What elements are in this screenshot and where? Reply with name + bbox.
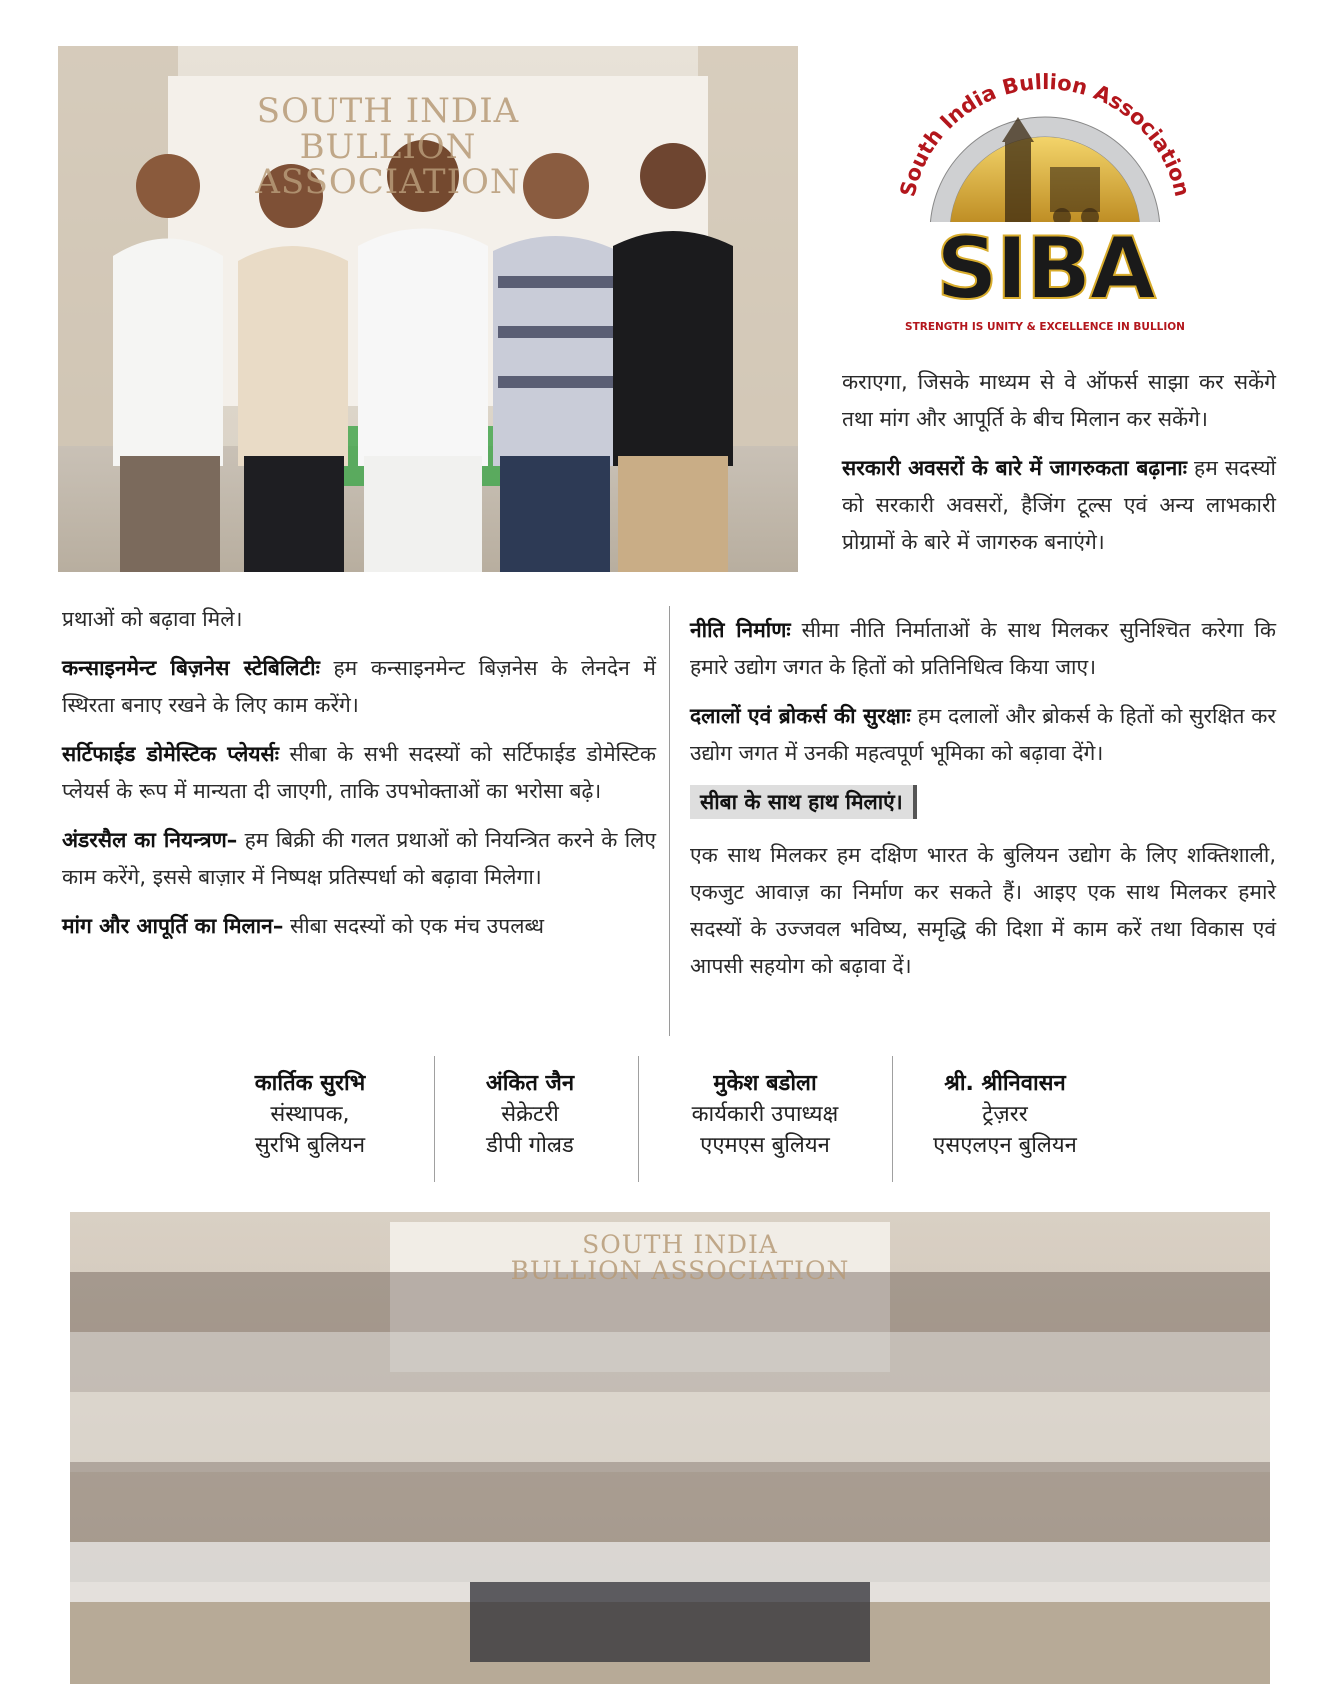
person-name: कार्तिक सुरभि (254, 1071, 366, 1096)
logo-tagline: STRENGTH IS UNITY & EXCELLENCE IN BULLION (905, 321, 1185, 333)
person-credit (900, 1068, 1110, 1161)
paragraph-heading: कन्साइनमेन्ट बिज़नेस स्टेबिलिटीः (62, 656, 320, 680)
paragraph (62, 736, 656, 810)
banner-line-1: SOUTH INDIA (582, 1230, 778, 1259)
top-photo-banner (178, 91, 598, 203)
person-name: श्री. श्रीनिवासन (944, 1071, 1066, 1096)
paragraph-body: सीबा के सभी सदस्यों को सर्टिफाईड डोमेस्टिक प्लेयर्स के रूप में मान्यता दी जाएगी, ताकि उपभोक्ताओं का भरोसा बढ़े। (62, 742, 656, 803)
person-name: अंकित जैन (485, 1071, 575, 1096)
paragraph-body: हम कन्साइनमेन्ट बिज़नेस के लेनदेन में स्थिरता बनाए रखने के लिए काम करेंगे। (62, 656, 656, 717)
people-credits (210, 1068, 1130, 1178)
paragraph (690, 784, 1276, 821)
paragraph-body: हम दलालों और ब्रोकर्स के हितों को सुरक्षित कर उद्योग जगत में उनकी महत्वपूर्ण भूमिका को बढ़ावा देंगे। (690, 704, 1276, 765)
banner-line-2: BULLION ASSOCIATION (510, 1256, 850, 1286)
siba-logo (890, 72, 1200, 352)
logo-arc-text: South India Bullion Association (895, 72, 1195, 199)
person-role: सेक्रेटरी (501, 1102, 559, 1127)
paragraph: कराएगा, जिसके माध्यम से वे ऑफर्स साझा कर सकेंगे तथा मांग और आपूर्ति के बीच मिलान कर सकेंगे। (842, 370, 1276, 431)
banner-line-1: SOUTH INDIA (256, 91, 520, 131)
paragraph-body: हम सदस्यों को सरकारी अवसरों, हैजिंग टूल्स एवं अन्य लाभकारी प्रोग्रामों के बारे में जागरुक बनाएंगे। (842, 456, 1276, 554)
paragraph (690, 612, 1276, 686)
person-company: डीपी गोल्रड (486, 1133, 574, 1158)
paragraph-heading: सरकारी अवसरों के बारे में जागरुकता बढ़ानाः (842, 456, 1187, 480)
paragraph-body: सीबा सदस्यों को एक मंच उपलब्ध (283, 914, 544, 938)
person-credit (210, 1068, 410, 1161)
paragraph-heading: सर्टिफाईड डोमेस्टिक प्लेयर्सः (62, 742, 279, 766)
person-name: मुकेश बडोला (713, 1071, 817, 1096)
column-divider (669, 606, 670, 1036)
person-role: ट्रेज़रर (982, 1102, 1028, 1127)
paragraph (62, 908, 656, 945)
right-column (690, 612, 1276, 997)
logo-wordmark: SIBA (935, 219, 1155, 319)
paragraph (62, 650, 656, 724)
top-photo (58, 46, 798, 572)
left-column (62, 601, 656, 957)
paragraph-heading: अंडरसैल का नियन्त्रण– (62, 828, 238, 852)
paragraph (842, 450, 1276, 561)
right-top-text (842, 364, 1276, 573)
paragraph-heading: मांग और आपूर्ति का मिलान– (62, 914, 284, 938)
person-role: कार्यकारी उपाध्यक्ष (691, 1102, 839, 1127)
paragraph-body: सीमा नीति निर्माताओं के साथ मिलकर सुनिश्चित करेगा कि हमारे उद्योग जगत के हितों को प्रतिनिधित्व किया जाए। (690, 618, 1276, 679)
paragraph-body: हम बिक्री की गलत प्रथाओं को नियन्त्रित करने के लिए काम करेंगे, इससे बाज़ार में निष्पक्ष प्रतिस्पर्धा को बढ़ावा मिलेगा। (62, 828, 656, 889)
person-company: सुरभि बुलियन (254, 1133, 366, 1158)
banner-line-2: BULLION ASSOCIATION (255, 126, 521, 203)
person-credit (650, 1068, 880, 1161)
group-photo-banner (500, 1232, 860, 1285)
person-company: एएमएस बुलियन (700, 1133, 830, 1158)
closing-paragraph: एक साथ मिलकर हम दक्षिण भारत के बुलियन उद्योग के लिए शक्तिशाली, एकजुट आवाज़ का निर्माण कर सकते हैं। आइए एक साथ मिलकर हमारे सदस्यों के उज्जवल भविष्य, समृद्धि की दिशा में काम करें तथा विकास एवं आपसी सहयोग को बढ़ावा दें। (690, 843, 1276, 978)
paragraph: प्रथाओं को बढ़ावा मिले। (62, 607, 243, 631)
person-company: एसएलएन बुलियन (933, 1133, 1077, 1158)
highlight-heading: सीबा के साथ हाथ मिलाएं। (690, 785, 917, 819)
person-credit (440, 1068, 620, 1161)
paragraph (690, 698, 1276, 772)
person-role: संस्थापक, (270, 1102, 350, 1127)
group-photo (70, 1212, 1270, 1684)
paragraph (62, 822, 656, 896)
siba-logo-graphic (890, 72, 1200, 352)
paragraph-heading: दलालों एवं ब्रोकर्स की सुरक्षाः (690, 704, 911, 728)
paragraph-heading: नीति निर्माणः (690, 618, 791, 642)
